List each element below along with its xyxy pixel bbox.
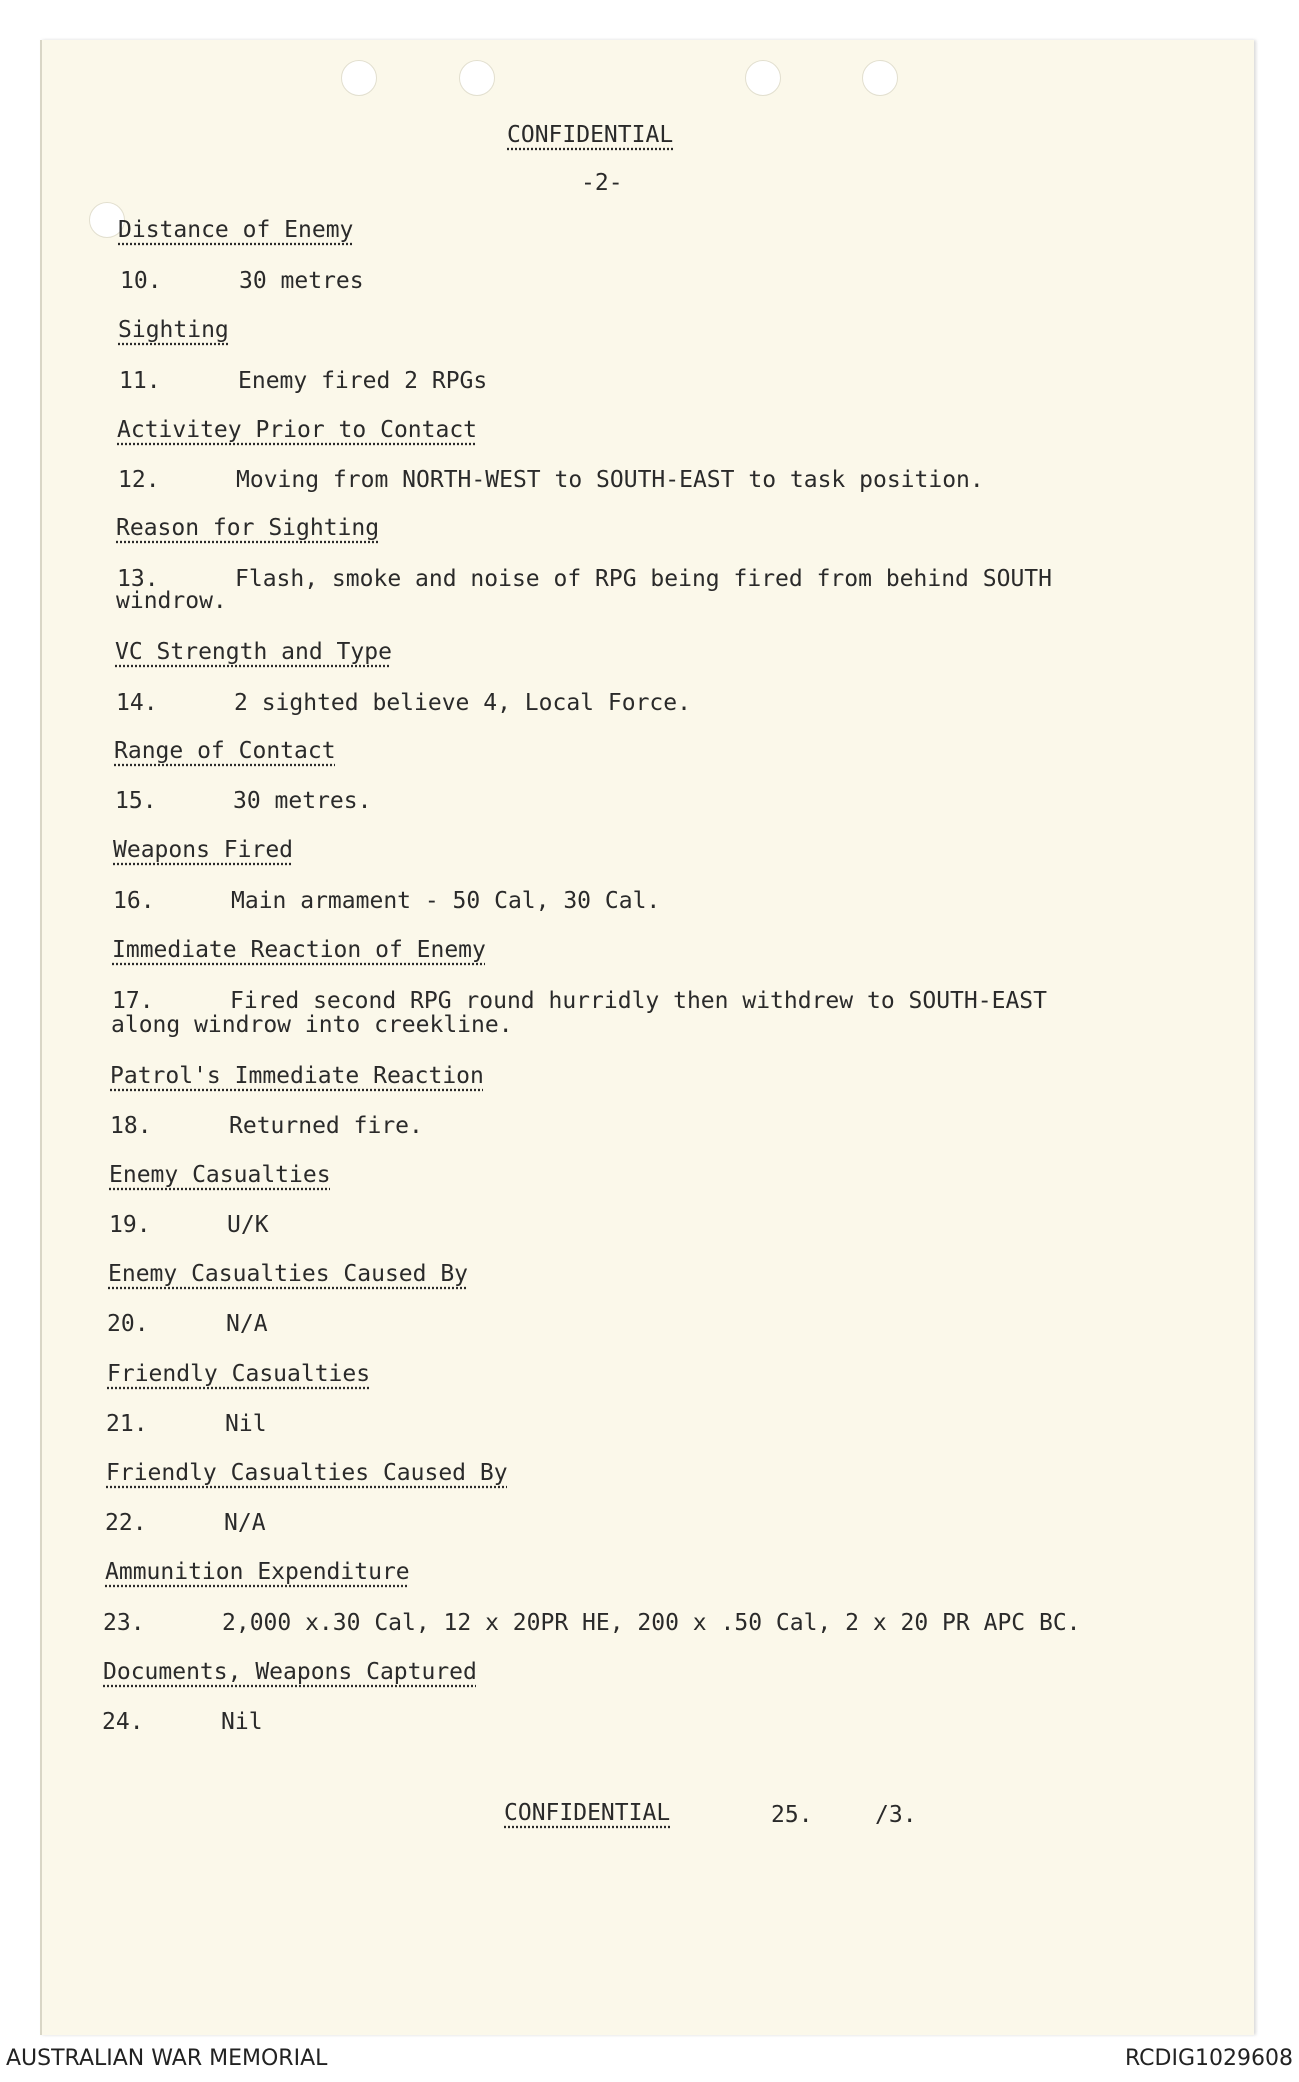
item-text: Moving from NORTH-WEST to SOUTH-EAST to task position.: [236, 467, 984, 493]
item-number: 22.: [105, 1510, 147, 1536]
item-text: U/K: [227, 1212, 269, 1238]
section-heading: VC Strength and Type: [115, 639, 392, 665]
archive-item-id: RCDIG1029608: [1124, 2046, 1293, 2071]
item-text: 2,000 x.30 Cal, 12 x 20PR HE, 200 x .50 Cal, 2 x 20 PR APC BC.: [222, 1610, 1081, 1636]
punch-hole: [745, 60, 781, 96]
item-number: 18.: [110, 1113, 152, 1139]
item-number: 23.: [103, 1610, 145, 1636]
item-number: 20.: [107, 1311, 149, 1337]
section-heading: Sighting: [118, 317, 229, 343]
item-number: 13.: [117, 566, 159, 592]
section-heading: Friendly Casualties Caused By: [106, 1460, 508, 1486]
item-text: Returned fire.: [229, 1113, 423, 1139]
item-number: 19.: [109, 1212, 151, 1238]
item-number: 16.: [113, 888, 155, 914]
item-number: 21.: [106, 1411, 148, 1437]
item-text: Nil: [221, 1709, 263, 1735]
section-heading: Enemy Casualties Caused By: [108, 1261, 469, 1287]
section-heading: Reason for Sighting: [116, 515, 380, 541]
section-heading: Distance of Enemy: [118, 217, 354, 243]
archive-institution: AUSTRALIAN WAR MEMORIAL: [6, 2046, 328, 2071]
page-number: -2-: [581, 170, 623, 196]
item-text: 30 metres.: [233, 788, 372, 814]
item-text: Fired second RPG round hurridly then withdrew to SOUTH-EAST: [230, 988, 1047, 1014]
item-text: Nil: [225, 1411, 267, 1437]
item-text: N/A: [226, 1311, 268, 1337]
punch-hole: [862, 60, 898, 96]
item-text-continuation: windrow.: [116, 588, 227, 614]
item-number: 12.: [118, 467, 160, 493]
item-number: 15.: [115, 788, 157, 814]
section-heading: Ammunition Expenditure: [105, 1559, 410, 1585]
item-number: 10.: [120, 268, 162, 294]
section-heading: Patrol's Immediate Reaction: [110, 1063, 484, 1089]
section-heading: Weapons Fired: [113, 837, 294, 863]
section-heading: Activitey Prior to Contact: [117, 417, 478, 443]
item-number: 11.: [119, 368, 161, 394]
next-paragraph-number: 25.: [771, 1802, 813, 1828]
item-number: 17.: [112, 988, 154, 1014]
section-heading: Enemy Casualties: [109, 1162, 331, 1188]
item-number: 24.: [102, 1709, 144, 1735]
footer-classification: CONFIDENTIAL: [504, 1800, 671, 1826]
item-text: Flash, smoke and noise of RPG being fired from behind SOUTH: [235, 566, 1052, 592]
section-heading: Range of Contact: [114, 738, 336, 764]
item-text: Enemy fired 2 RPGs: [238, 368, 488, 394]
punch-hole: [341, 60, 377, 96]
section-heading: Friendly Casualties: [107, 1361, 371, 1387]
item-text-continuation: along windrow into creekline.: [111, 1012, 513, 1038]
item-text: N/A: [224, 1510, 266, 1536]
next-page-reference: /3.: [875, 1802, 917, 1828]
item-text: 2 sighted believe 4, Local Force.: [234, 690, 691, 716]
item-text: Main armament - 50 Cal, 30 Cal.: [231, 888, 661, 914]
header-classification: CONFIDENTIAL: [507, 122, 674, 148]
item-number: 14.: [116, 690, 158, 716]
section-heading: Immediate Reaction of Enemy: [112, 937, 486, 963]
punch-hole: [459, 60, 495, 96]
section-heading: Documents, Weapons Captured: [103, 1659, 477, 1685]
item-text: 30 metres: [239, 268, 364, 294]
